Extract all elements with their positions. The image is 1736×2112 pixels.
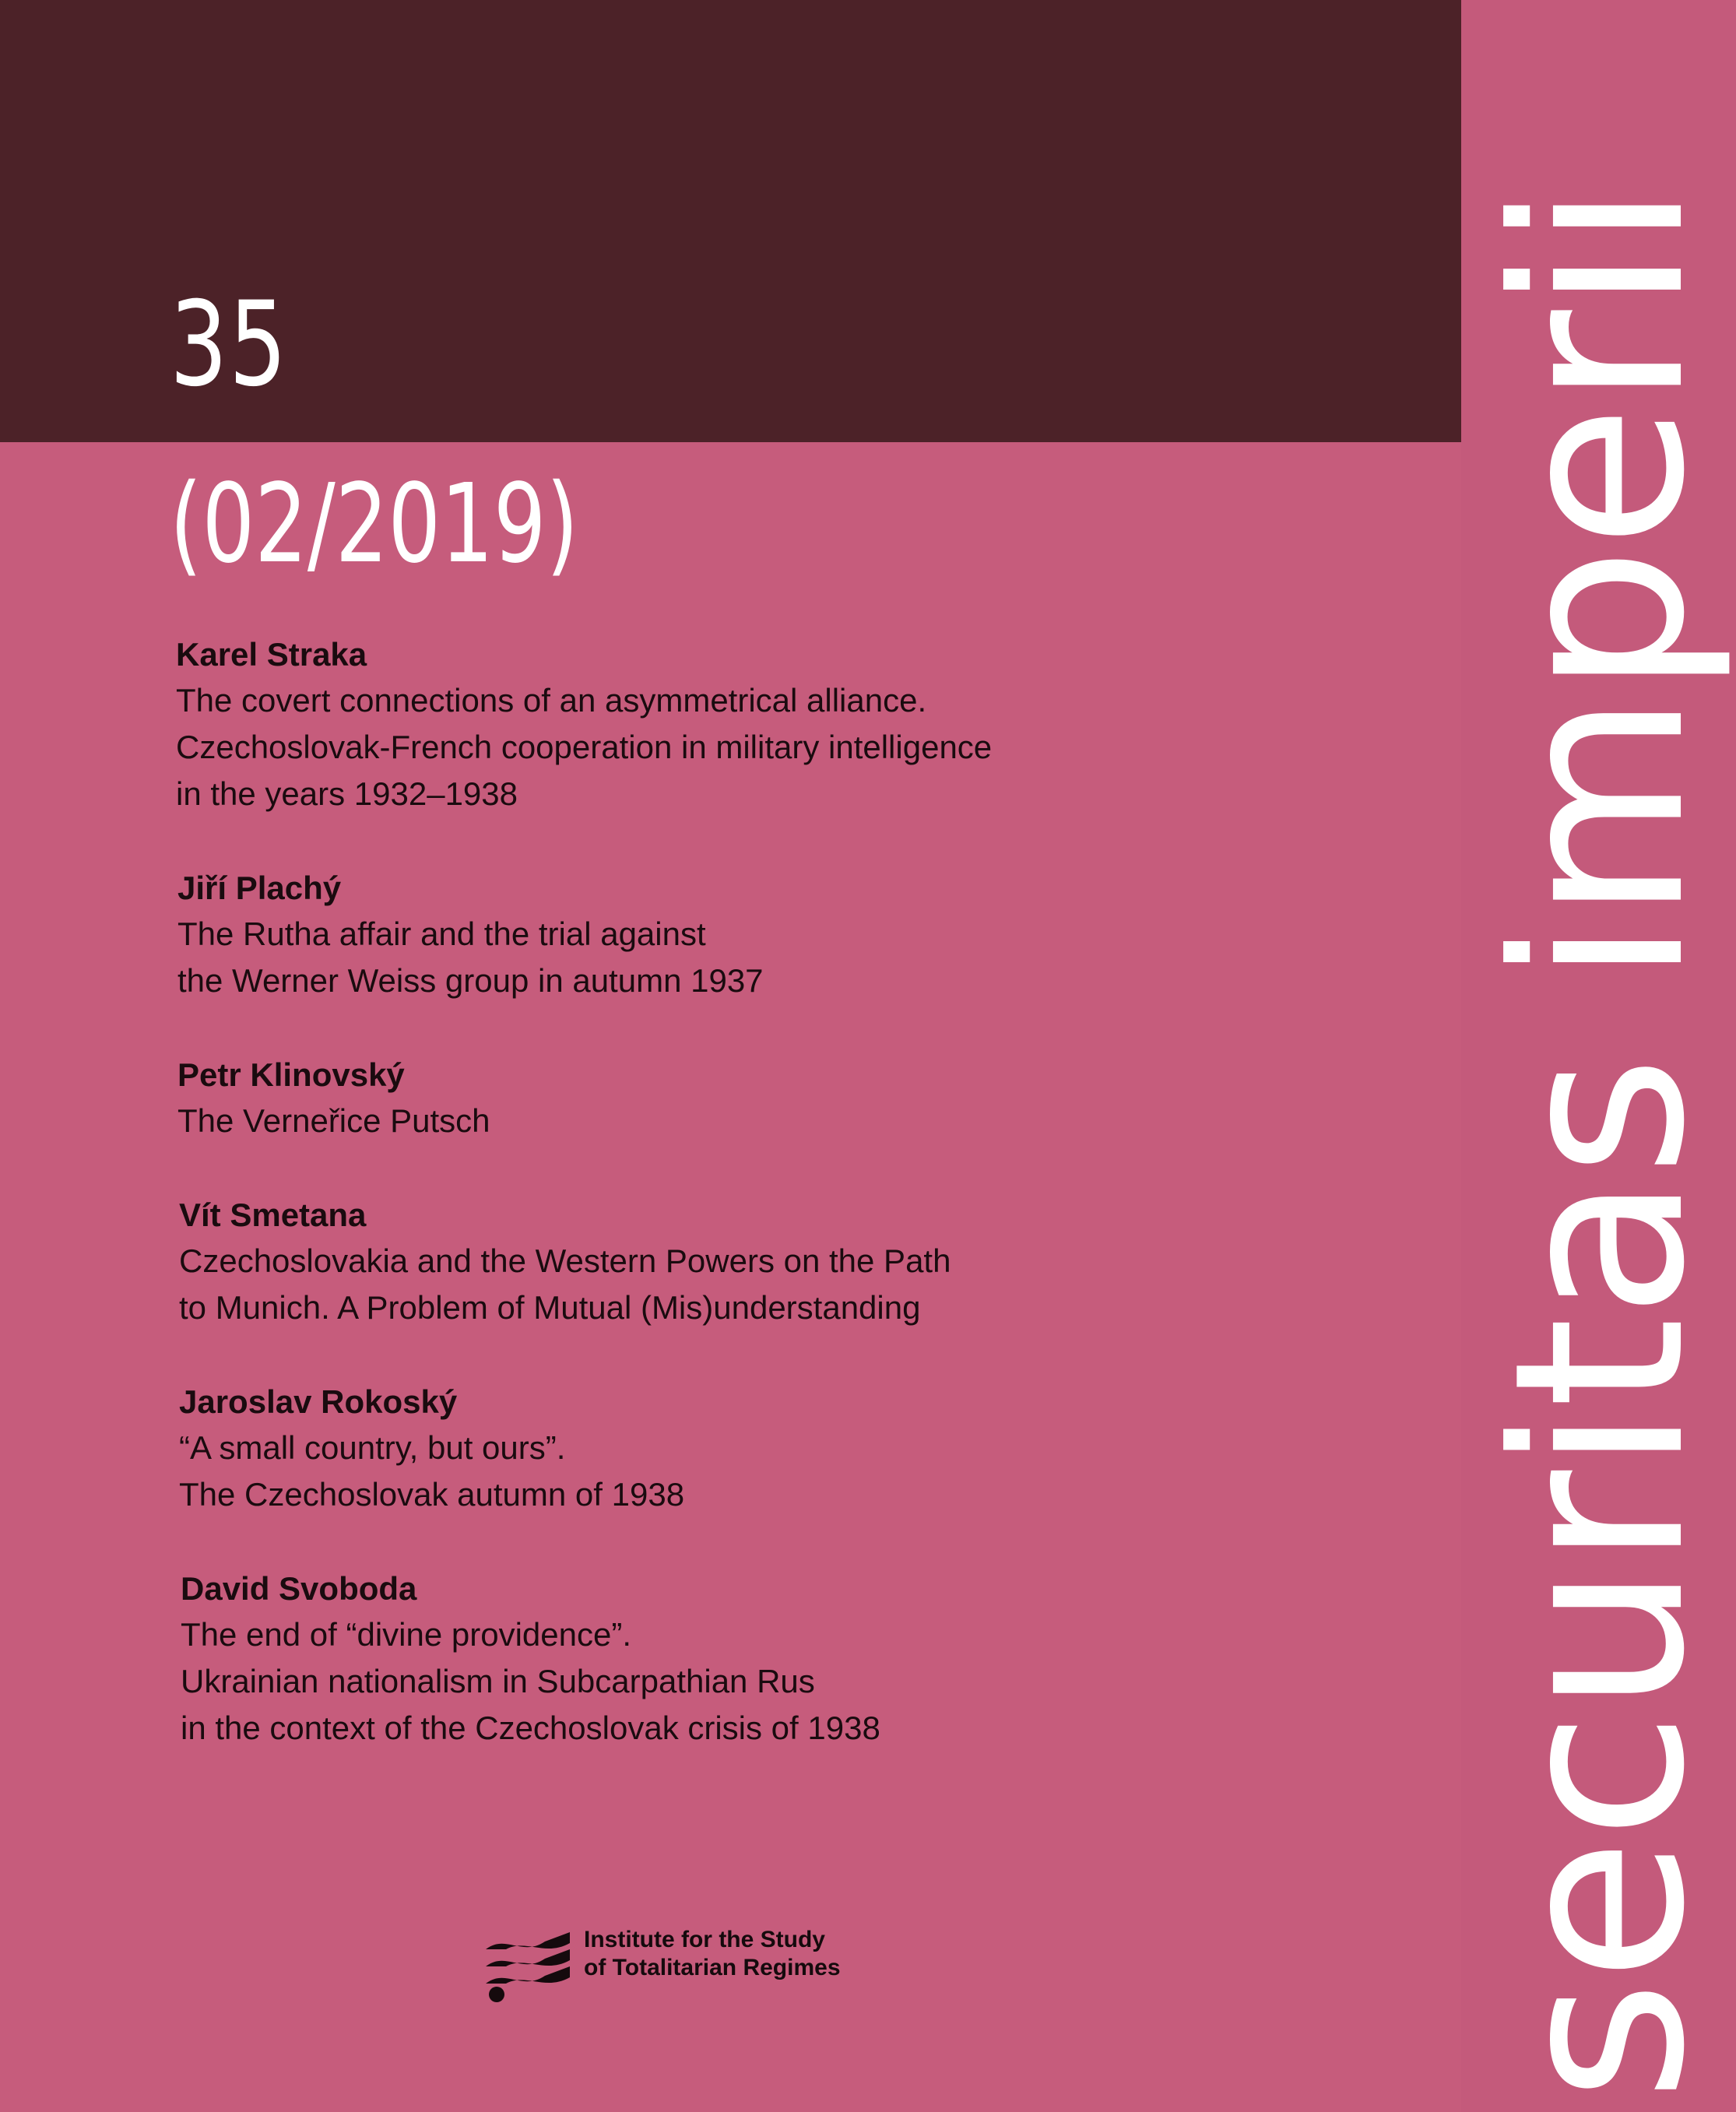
article-title-line: “A small country, but ours”. xyxy=(179,1429,566,1466)
article-author: David Svoboda xyxy=(181,1570,417,1607)
article-title-line: in the context of the Czechoslovak crisis of 1938 xyxy=(181,1710,880,1746)
article-title-line: Czechoslovak-French cooperation in military intelligence xyxy=(176,729,993,765)
article-title-line: The Czechoslovak autumn of 1938 xyxy=(179,1476,685,1513)
article-title-line: Czechoslovakia and the Western Powers on the Path xyxy=(179,1242,951,1279)
publisher-name-line: of Totalitarian Regimes xyxy=(584,1955,841,1980)
article-title-line: the Werner Weiss group in autumn 1937 xyxy=(177,962,764,999)
article-item xyxy=(176,632,992,817)
article-author: Vít Smetana xyxy=(179,1197,367,1233)
article-author: Karel Straka xyxy=(176,636,367,673)
article-item xyxy=(177,1052,490,1144)
article-title-line: Ukrainian nationalism in Subcarpathian Rus xyxy=(181,1663,815,1699)
article-item xyxy=(177,866,764,1004)
article-author: Jiří Plachý xyxy=(177,870,342,906)
article-author: Jaroslav Rokoský xyxy=(179,1383,458,1420)
article-title-line: The end of “divine providence”. xyxy=(181,1616,631,1653)
issue-date: (02/2019) xyxy=(170,461,579,588)
article-title-line: The Verneřice Putsch xyxy=(177,1102,490,1139)
publisher-block xyxy=(483,1923,887,2008)
article-title-line: to Munich. A Problem of Mutual (Mis)understanding xyxy=(179,1289,921,1326)
article-item xyxy=(179,1193,951,1331)
issue-number: 35 xyxy=(170,277,289,413)
article-item xyxy=(181,1566,880,1752)
ustr-logo-icon xyxy=(483,1926,576,2004)
publisher-name xyxy=(584,1926,841,1982)
article-title-line: in the years 1932–1938 xyxy=(176,775,518,812)
article-title-line: The Rutha affair and the trial against xyxy=(177,915,706,952)
article-item xyxy=(179,1379,684,1518)
article-author: Petr Klinovský xyxy=(177,1056,405,1093)
journal-title-vertical: securitas imperii xyxy=(1464,184,1736,2102)
publisher-name-line: Institute for the Study xyxy=(584,1927,825,1952)
article-title-line: The covert connections of an asymmetrical alliance. xyxy=(176,682,927,719)
